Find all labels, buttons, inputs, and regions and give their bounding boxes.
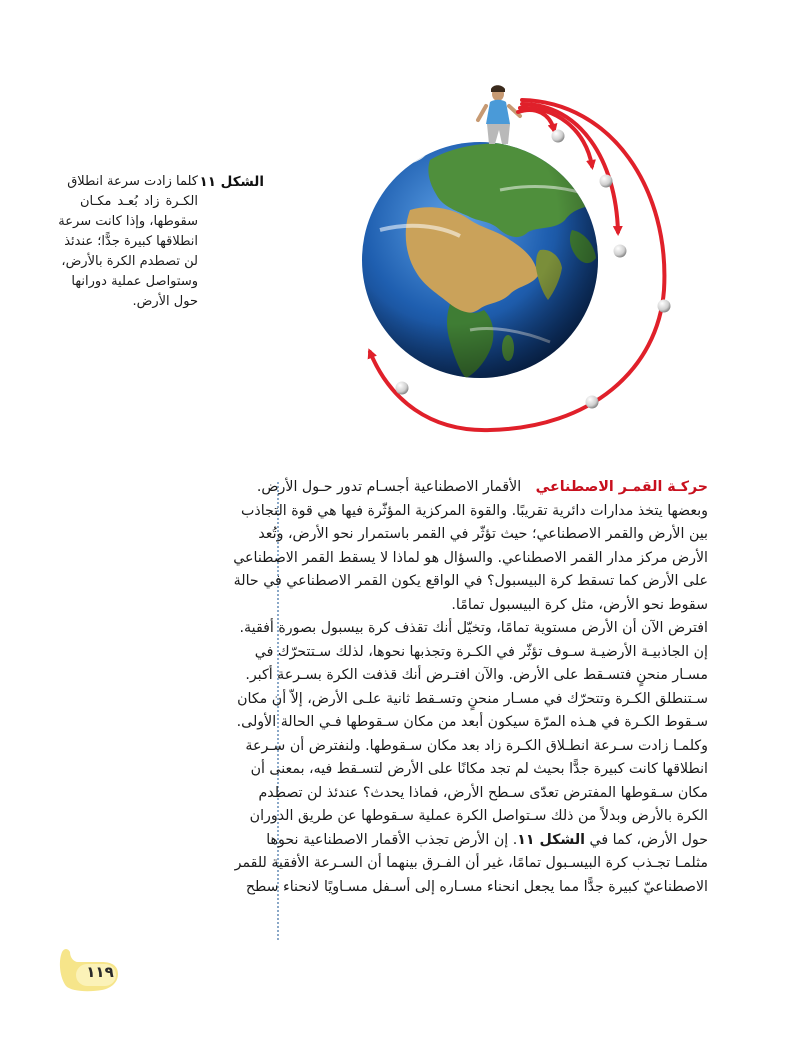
text-line: مسـار منحنٍ فتسـقط على الأرض. والآن افتـرض أنك قذفت الكرة بسـرعة أكبر. — [245, 667, 708, 683]
text-line: إن الجاذبيـة الأرضيـة سـوف تؤثّر في الكـرة وتجذبها نحوها، لذلك سـتتحرّك في — [254, 643, 708, 660]
section-heading: حركـة القمـر الاصطناعي — [535, 479, 708, 495]
caption-line: سقوطها، وإذا كانت سرعة — [58, 214, 198, 229]
text-line: الكرة بالأرض وبدلاً من ذلك سـتواصل الكرة عملية سـقوطها عن طريق الدوران — [249, 808, 708, 824]
caption-line: كلما زادت سرعة انطلاق — [67, 174, 198, 189]
earth-globe — [362, 139, 602, 378]
page-number: ١١٩ — [86, 963, 114, 981]
text-line: على الأرض كما تسقط كرة البيسبول؟ في الواقع يكون القمر الاصطناعي في حالة — [233, 573, 708, 589]
ball-4 — [658, 300, 671, 313]
text-line: سـتنطلق الكـرة وتتحرّك في مسـار منحنٍ وتسـقط ثانية علـى الأرض، إلاّ أن مكان — [237, 690, 708, 707]
text-line — [256, 476, 708, 500]
text-line: الاصطناعيّ كبيرة جدًّا مما يجعل انحناء مسـاره إلى أسـفل مسـاويًا لانحناء سطح — [245, 878, 708, 895]
caption-line: وستواصل عملية دورانها — [71, 274, 198, 289]
text-line: مثلمـا تجـذب كرة البيسـبول تمامًا، غير أن الفـرق بينهما أن السـرعة الأفقية للقمر — [234, 855, 708, 871]
text-line — [266, 829, 708, 853]
figure-label: الشكل ١١ — [199, 174, 264, 190]
person-figure — [478, 85, 520, 144]
caption-line: الكـرة زاد بُعـد مكـان — [80, 194, 198, 209]
ball-6 — [396, 382, 409, 395]
article-body — [233, 476, 708, 899]
ball-5 — [586, 396, 599, 409]
caption-line: انطلاقها كبيرة جدًّا؛ عندئذ — [64, 234, 198, 249]
figure-reference: الشكل ١١ — [517, 831, 586, 848]
text-line: افترض الآن أن الأرض مستوية تمامًا، وتخيّل أنك تقذف كرة بيسبول بصورة أفقية. — [239, 620, 708, 636]
text-line: وبعضها يتخذ مدارات دائرية تقريبًا. والقوة المركزية المؤثّرة فيها هي قوة التجاذب — [241, 502, 708, 519]
text-line: بين الأرض والقمر الاصطناعي؛ حيث تؤثّر في القمر باستمرار نحو الأرض، وتُعد — [258, 526, 708, 542]
caption-line: لن تصطدم الكرة بالأرض، — [61, 254, 198, 269]
caption-line: حول الأرض. — [132, 294, 198, 309]
text-line-content: . إن الأرض تجذب الأقمار الاصطناعية نحوها — [266, 831, 518, 848]
text-line-content: حول الأرض، كما في — [589, 831, 708, 848]
text-line: انطلاقها كانت كبيرة جدًّا بحيث لم تجد مكانًا على الأرض لتسـقط فيه، بمعنى أن — [250, 761, 708, 777]
text-line: وكلمـا زادت سـرعة انطـلاق الكـرة زاد بعد مكان سـقوطها. ولنفترض أن سـرعة — [245, 737, 708, 754]
text-line: الأرض مركز مدار القمر الاصطناعي. والسؤال هو لماذا لا يسقط القمر الاصطناعي — [233, 549, 708, 566]
ball-2 — [600, 175, 613, 188]
text-line: سـقوط الكـرة في هـذه المرّة سيكون أبعد من مكان سـقوطها فـي الحالة الأولى. — [236, 714, 708, 730]
text-line-content: الأقمار الاصطناعية أجسـام تدور حـول الأرض. — [256, 479, 522, 495]
text-line: مكان سـقوطها المفترض تعدّى سـطح الأرض، فماذا يحدث؟ عندئذ لن تصطدم — [258, 784, 708, 801]
text-line: سقوط نحو الأرض، مثل كرة البيسبول تمامًا. — [451, 596, 708, 613]
caption-text — [58, 172, 198, 312]
ball-3 — [614, 245, 627, 258]
ball-1 — [552, 130, 565, 143]
earth-orbit-figure — [350, 80, 690, 440]
